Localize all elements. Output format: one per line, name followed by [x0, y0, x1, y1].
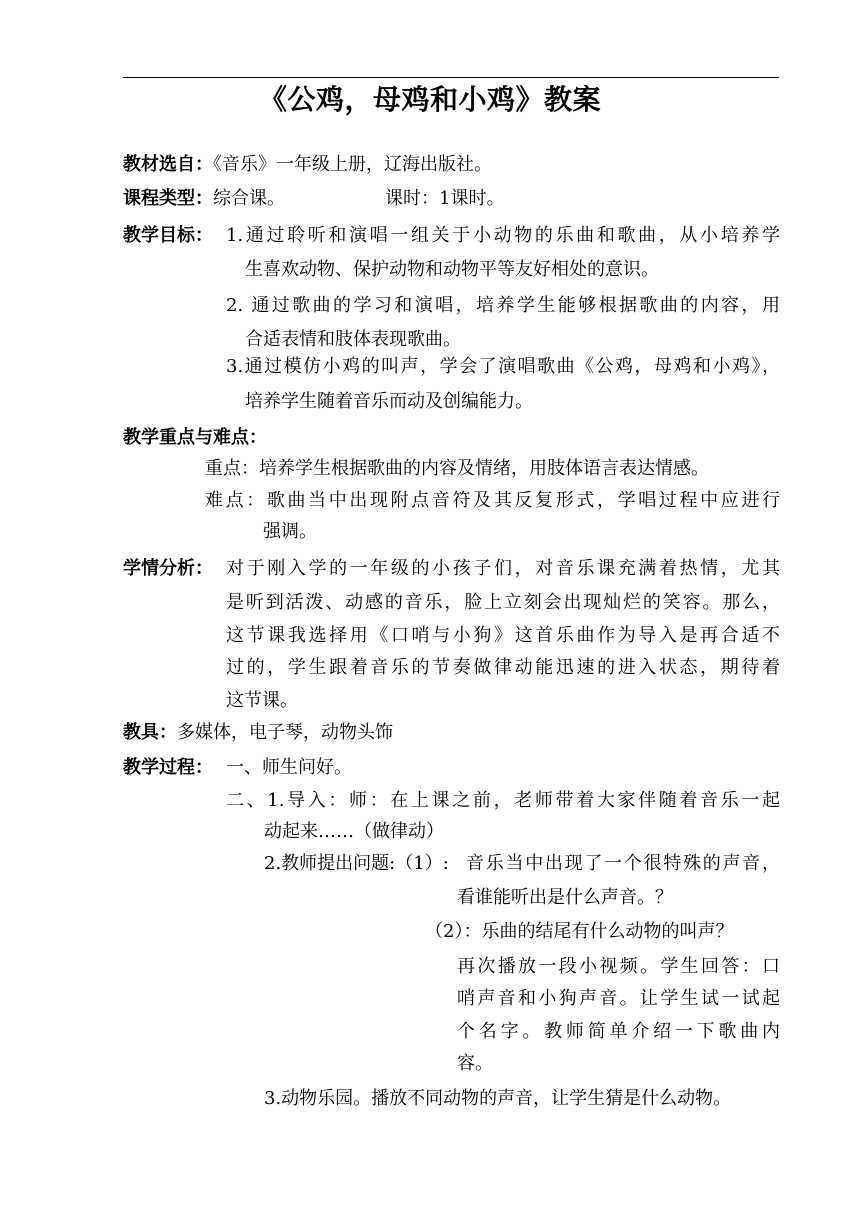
analysis-line: 对于刚入学的一年级的小孩子们，对音乐课充满着热情，尤其 — [226, 558, 780, 579]
process-step-1: 一、师生问好。 — [226, 757, 352, 778]
goal-line: 1.通过聆听和演唱一组关于小动物的乐曲和歌曲，从小培养学 — [226, 225, 780, 246]
document-title: 《公鸡，母鸡和小鸡》教案 — [258, 83, 601, 116]
textbook-value: 《音乐》一年级上册，辽海出版社。 — [213, 154, 492, 175]
key-points-label: 教学重点与难点： — [123, 427, 267, 448]
course-type-value: 综合课。 — [213, 188, 285, 209]
process-step-2-cont: 动起来……（做律动） — [264, 821, 444, 842]
tools-label: 教具： — [123, 722, 177, 743]
focus-point: 重点：培养学生根据歌曲的内容及情绪，用肢体语言表达情感。 — [205, 458, 709, 479]
course-type-label: 课程类型： — [123, 188, 213, 209]
goal-line: 合适表情和肢体表现歌曲。 — [245, 329, 461, 350]
goal-line: 生喜欢动物、保护动物和动物平等友好相处的意识。 — [245, 259, 659, 280]
goal-line: 3.通过模仿小鸡的叫声，学会了演唱歌曲《公鸡，母鸡和小鸡》， — [226, 356, 780, 377]
course-type-line — [123, 187, 285, 211]
question-2-followup: 再次播放一段小视频。学生回答：口 — [457, 956, 780, 977]
process-step-3: 3.动物乐园。播放不同动物的声音，让学生猜是什么动物。 — [264, 1088, 732, 1109]
question-2-followup: 哨声音和小狗声音。让学生试一试起 — [457, 988, 780, 1009]
question-1-text: 音乐当中出现了一个很特殊的声音， — [466, 853, 780, 874]
goal-line: 培养学生随着音乐而动及创编能力。 — [245, 391, 533, 412]
difficulty-point-cont: 强调。 — [263, 521, 317, 542]
textbook-line — [123, 153, 492, 177]
analysis-line: 是听到活泼、动感的音乐，脸上立刻会出现灿烂的笑容。那么， — [226, 592, 780, 613]
header-rule — [123, 77, 779, 78]
textbook-label: 教材选自： — [123, 154, 213, 175]
question-1-text-cont: 看谁能听出是什么声音。？ — [457, 887, 673, 908]
goal-line: 2. 通过歌曲的学习和演唱，培养学生能够根据歌曲的内容，用 — [226, 295, 780, 316]
question-2-followup: 个名字。教师简单介绍一下歌曲内 — [457, 1021, 780, 1042]
goals-label: 教学目标： — [123, 225, 213, 246]
question-1-prefix: 2.教师提出问题:（1）: — [264, 853, 449, 874]
analysis-label: 学情分析： — [123, 558, 213, 579]
question-2: （2）：乐曲的结尾有什么动物的叫声？ — [425, 921, 734, 942]
analysis-line: 这节课我选择用《口哨与小狗》这首乐曲作为导入是再合适不 — [226, 625, 780, 646]
class-hours: 课时：1课时。 — [385, 188, 505, 209]
process-label: 教学过程： — [123, 757, 213, 778]
analysis-line: 这节课。 — [226, 690, 298, 711]
tools-line — [123, 721, 393, 745]
process-step-2: 二、1.导入：师：在上课之前，老师带着大家伴随着音乐一起 — [226, 790, 780, 811]
question-2-followup: 容。 — [457, 1053, 493, 1074]
analysis-line: 过的，学生跟着音乐的节奏做律动能迅速的进入状态，期待着 — [226, 657, 780, 678]
difficulty-point: 难点：歌曲当中出现附点音符及其反复形式，学唱过程中应进行 — [205, 490, 780, 511]
tools-value: 多媒体，电子琴，动物头饰 — [177, 722, 393, 743]
